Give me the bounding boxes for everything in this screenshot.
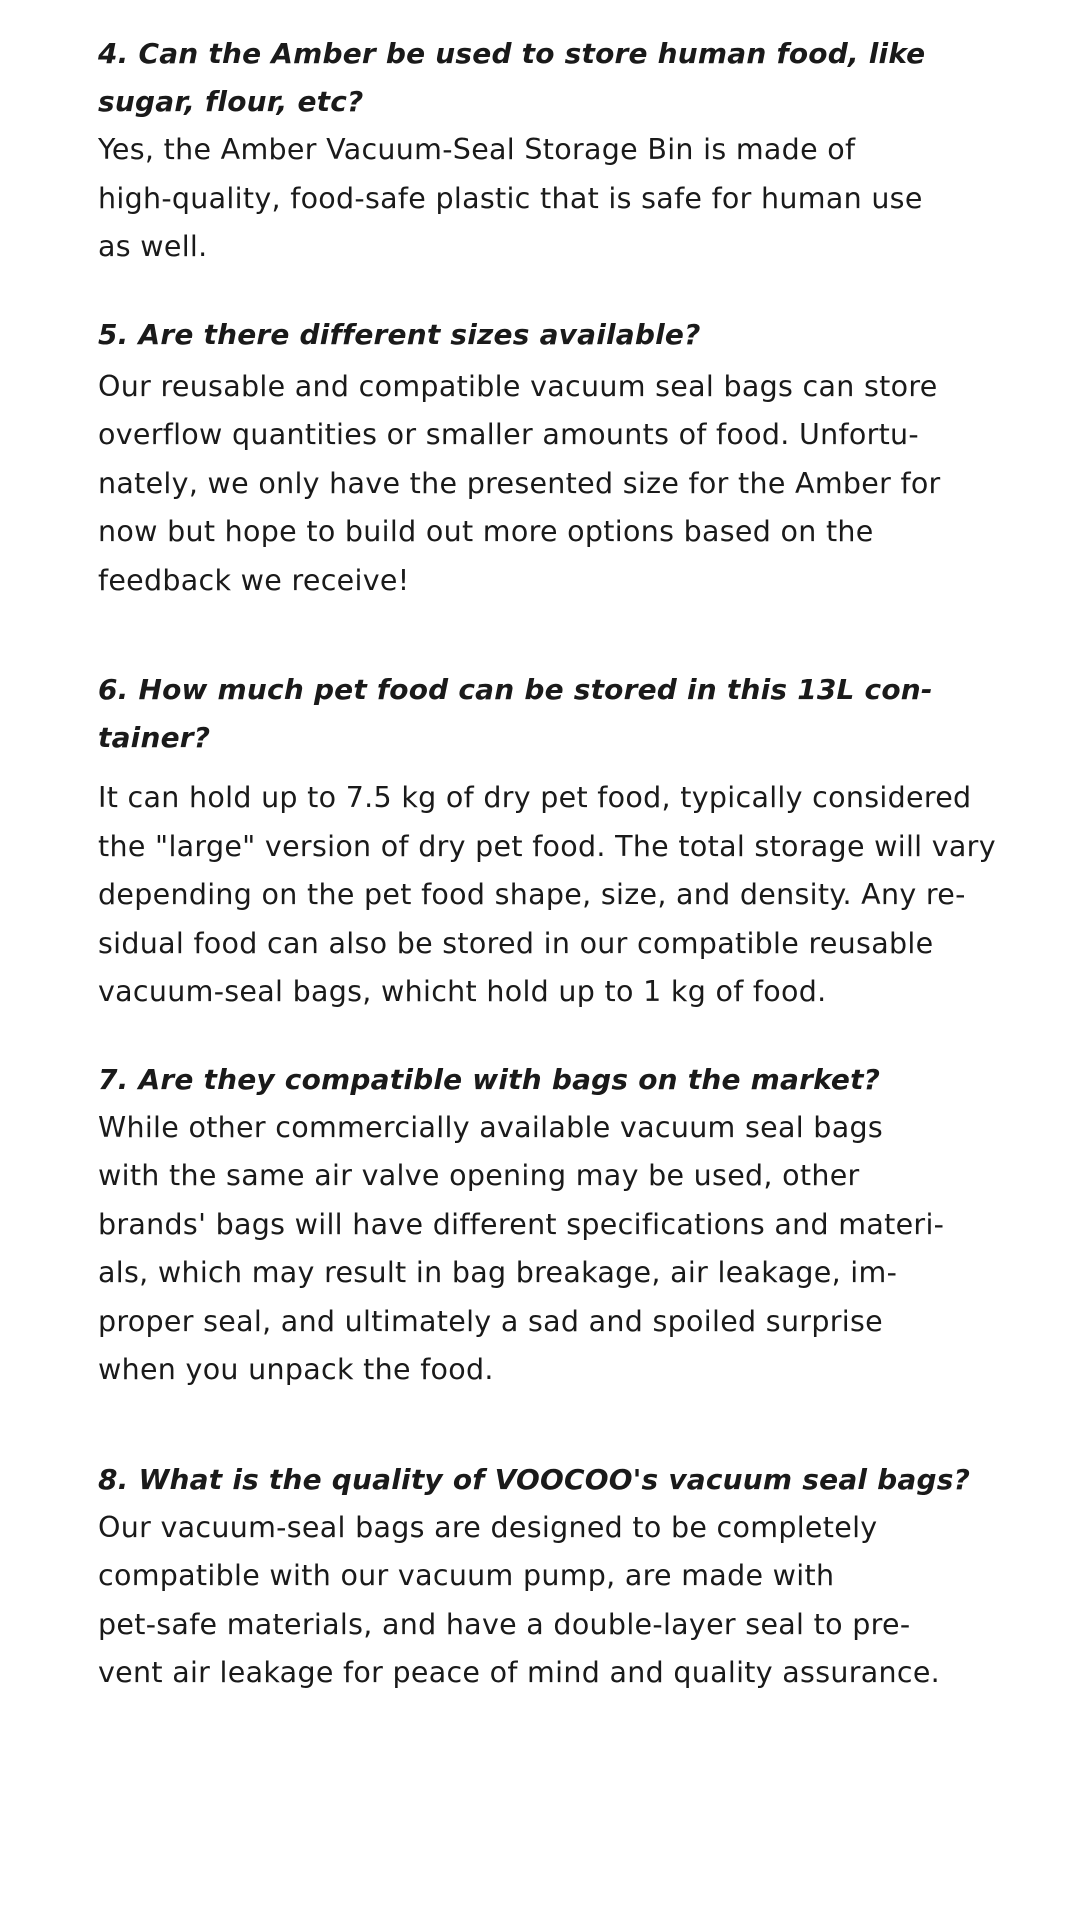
faq-answer: [98, 126, 998, 272]
faq-answer: [98, 774, 998, 1017]
faq-question: [98, 1056, 998, 1104]
answer-line: Yes, the Amber Vacuum-Seal Storage Bin is made of: [98, 133, 856, 166]
answer-line: feedback we receive!: [98, 563, 410, 597]
question-line: 6. How much pet food can be stored in this 13L con-: [98, 673, 933, 706]
answer-line: brands' bags will have different specifications and materi-: [98, 1207, 945, 1241]
answer-line: as well.: [98, 230, 208, 263]
answer-line: Our vacuum-seal bags are designed to be completely: [98, 1510, 878, 1544]
question-line: tainer?: [98, 721, 211, 754]
faq-section: [98, 30, 998, 1698]
question-line: 5. Are there different sizes available?: [98, 317, 701, 351]
answer-line: pet-safe materials, and have a double-layer seal to pre-: [98, 1607, 911, 1641]
faq-item-8: [98, 1456, 998, 1698]
answer-line: It can hold up to 7.5 kg of dry pet food, typically considered: [98, 781, 972, 814]
answer-line: sidual food can also be stored in our compatible reusable: [98, 926, 934, 960]
question-line: 4. Can the Amber be used to store human food, like: [98, 37, 926, 70]
answer-line: vacuum-seal bags, whicht hold up to 1 kg of food.: [98, 975, 827, 1008]
faq-item-5: [98, 311, 998, 606]
faq-answer: [98, 1104, 998, 1395]
answer-line: the "large" version of dry pet food. The total storage will vary: [98, 829, 996, 863]
answer-line: when you unpack the food.: [98, 1353, 494, 1386]
faq-answer: [98, 363, 998, 606]
faq-question: [98, 1456, 998, 1504]
answer-line: high-quality, food-safe plastic that is safe for human use: [98, 181, 923, 215]
answer-line: overflow quantities or smaller amounts of food. Unfortu-: [98, 418, 920, 451]
question-line: 8. What is the quality of VOOCOO's vacuum seal bags?: [98, 1462, 971, 1496]
faq-item-4: [98, 30, 998, 272]
answer-line: proper seal, and ultimately a sad and spoiled surprise: [98, 1304, 883, 1338]
answer-line: Our reusable and compatible vacuum seal bags can store: [98, 369, 938, 403]
faq-question: [98, 30, 998, 126]
answer-line: nately, we only have the presented size for the Amber for: [98, 466, 941, 500]
faq-question: [98, 311, 998, 359]
faq-answer: [98, 1504, 998, 1698]
faq-item-6: [98, 666, 998, 1017]
faq-item-7: [98, 1056, 998, 1395]
question-line: sugar, flour, etc?: [98, 85, 364, 118]
answer-line: depending on the pet food shape, size, and density. Any re-: [98, 878, 966, 911]
answer-line: now but hope to build out more options based on the: [98, 515, 874, 548]
answer-line: While other commercially available vacuum seal bags: [98, 1110, 883, 1144]
faq-question: [98, 666, 998, 762]
answer-line: als, which may result in bag breakage, air leakage, im-: [98, 1256, 898, 1289]
answer-line: compatible with our vacuum pump, are made with: [98, 1559, 835, 1592]
question-line: 7. Are they compatible with bags on the market?: [98, 1062, 881, 1096]
answer-line: with the same air valve opening may be used, other: [98, 1159, 860, 1192]
answer-line: vent air leakage for peace of mind and quality assurance.: [98, 1656, 941, 1689]
